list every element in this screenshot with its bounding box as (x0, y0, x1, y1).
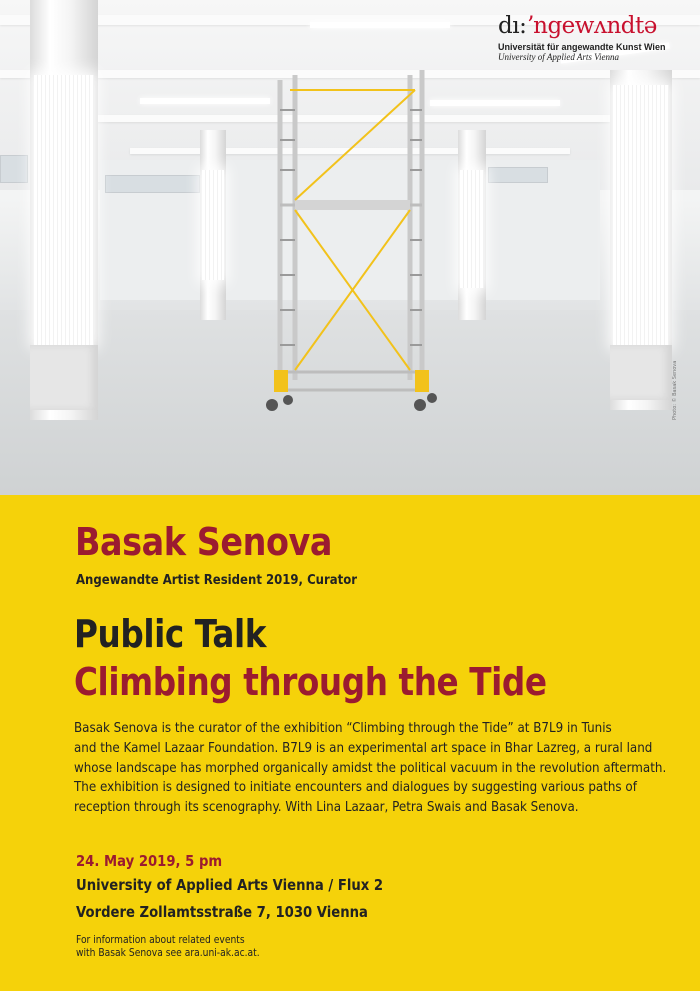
info-line: with Basak Senova see ara.uni-ak.ac.at. (76, 947, 260, 959)
event-address: Vordere Zollamtsstraße 7, 1030 Vienna (76, 903, 368, 921)
pillar-base (610, 345, 672, 400)
pillar-light (460, 170, 484, 288)
description-line: Basak Senova is the curator of the exhibition “Climbing through the Tide” at B7L9 in Tunis (74, 721, 612, 736)
photo-credit: Photo: © Basak Senova (672, 360, 678, 420)
logo-university-name-de: Universität für angewandte Kunst Wien (498, 42, 666, 52)
speaker-subtitle: Angewandte Artist Resident 2019, Curator (76, 573, 358, 588)
more-info-note (76, 935, 260, 960)
window (488, 167, 548, 183)
description-line: and the Kamel Lazaar Foundation. B7L9 is an experimental art space in Bhar Lazreg, a rural land (74, 740, 653, 756)
logo-mark (498, 12, 686, 40)
window (105, 175, 200, 193)
university-logo (498, 12, 686, 62)
description-line: whose landscape has morphed organically amidst the political vacuum in the revolution aftermath. (74, 760, 667, 776)
logo-mark-prefix: dı: (498, 13, 527, 39)
scaffold-tower (250, 50, 450, 420)
description-line: reception through its scenography. With Lina Lazaar, Petra Swais and Basak Senova. (74, 800, 579, 816)
poster-text-area (0, 495, 700, 991)
logo-university-name-en: University of Applied Arts Vienna (498, 52, 619, 62)
pillar-light (202, 170, 224, 280)
speaker-name: Basak Senova (75, 520, 333, 564)
hero-photo (0, 0, 700, 495)
event-description (74, 719, 667, 818)
event-type-heading: Public Talk (74, 612, 267, 656)
event-venue: University of Applied Arts Vienna / Flux 2 (76, 876, 384, 894)
event-date: 24. May 2019, 5 pm (76, 852, 223, 870)
window (0, 155, 28, 183)
pillar-base (30, 345, 98, 410)
pillar-light (34, 75, 94, 345)
description-line: The exhibition is designed to initiate encounters and dialogues by suggesting various paths of (74, 780, 637, 796)
pillar-light (613, 85, 669, 347)
info-line: For information about related events (76, 935, 245, 946)
event-title-heading: Climbing through the Tide (74, 660, 547, 704)
ceiling-light (310, 22, 450, 28)
logo-mark-word: ʼngewʌndtə (526, 13, 657, 39)
